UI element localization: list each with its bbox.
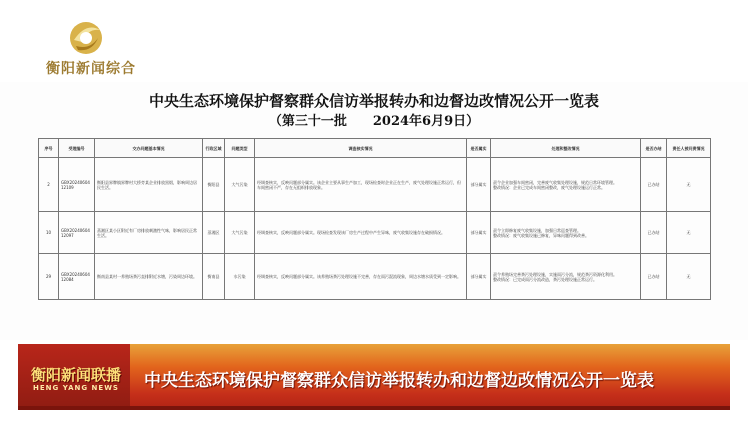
document-subtitle: （第三十一批 2024年6月9日）: [268, 114, 480, 129]
row-number: 2: [39, 158, 59, 212]
row-handling-text: 责令企业加强车间密闭，完善废气收集处理设施，规范日常环境管理。: [493, 179, 617, 185]
station-logo-icon: [66, 20, 106, 56]
program-brand-english: HENG YANG NEWS: [33, 384, 119, 392]
banner-bottom-stripe: [18, 406, 730, 410]
row-handling: [491, 212, 641, 254]
banner-headline: 中央生态环境保护督察群众信访举报转办和边督边改情况公开一览表: [144, 371, 654, 391]
row-issue: 衡南县某村一养殖场粪污直排附近水塘，污染周边环境。: [95, 254, 203, 300]
news-lower-third-banner: [18, 344, 730, 410]
document-title: 中央生态环境保护督察群众信访举报转办和边督边改情况公开一览表: [148, 92, 599, 110]
row-issue: 衡阳县界牌镇界牌村大桥旁某企业排放黑烟，影响周边居民生活。: [95, 158, 203, 212]
row-region: 蒸湘区: [203, 212, 225, 254]
station-logo: [36, 20, 146, 82]
program-brand-block: [18, 344, 130, 410]
row-finding: 经调查核实，反映问题部分属实。现场检查发现该厂房生产过程中产生异味，废气收集设施存在破损情况。: [255, 212, 467, 254]
row-verified: 部分属实: [467, 212, 491, 254]
table-header-row: [39, 139, 711, 158]
row-type: 水污染: [225, 254, 255, 300]
row-handling-text: 责令立即修复废气收集设施，加强日常巡查管理。: [493, 227, 581, 233]
header-cell: 调查核实情况: [255, 139, 467, 158]
row-number: 10: [39, 212, 59, 254]
row-rectify-text: 整改情况：已完成雨污分流改造，粪污处理设施正常运行。: [493, 276, 597, 282]
document-panel: [0, 82, 748, 340]
header-cell: 行政区域: [203, 139, 225, 158]
header-cell: 序号: [39, 139, 59, 158]
header-cell: 处理和整改情况: [491, 139, 641, 158]
row-handling-text: 责令养殖场完善粪污处理设施，实施雨污分流，规范粪污资源化利用。: [493, 271, 617, 277]
row-done: 已办结: [641, 254, 667, 300]
row-rectify-text: 整改情况：废气收集设施已修复，异味问题得到改善。: [493, 232, 589, 238]
row-number: 29: [39, 254, 59, 300]
row-accountability: 无: [667, 254, 711, 300]
report-table: [38, 138, 711, 300]
station-logo-text: 衡阳新闻综合: [46, 61, 136, 77]
header-cell: 是否属实: [467, 139, 491, 158]
row-done: 已办结: [641, 158, 667, 212]
row-region: 衡南县: [203, 254, 225, 300]
program-brand-name: 衡阳新闻联播: [30, 366, 121, 384]
header-cell: 责任人被问责情况: [667, 139, 711, 158]
row-finding: 经调查核实，反映问题部分属实。该企业主要从事生产加工，现场检查时企业正在生产，废气处理设施正常运行，但车间密闭不严，存在无组织排放现象。: [255, 158, 467, 212]
row-id: GBX2024060412097: [59, 212, 95, 254]
row-issue: 蒸湘区某小区附近有厂房排放刺激性气味，影响居民正常生活。: [95, 212, 203, 254]
row-accountability: 无: [667, 212, 711, 254]
header-cell: 交办问题基本情况: [95, 139, 203, 158]
row-handling: [491, 158, 641, 212]
row-id: GBX2024060412109: [59, 158, 95, 212]
row-done: 已办结: [641, 212, 667, 254]
row-rectify-text: 整改情况：企业已完成车间密闭整改，废气处理设施运行正常。: [493, 184, 605, 190]
row-id: GBX2024060412084: [59, 254, 95, 300]
header-cell: 受理编号: [59, 139, 95, 158]
header-cell: 是否办结: [641, 139, 667, 158]
row-handling: [491, 254, 641, 300]
row-verified: 部分属实: [467, 158, 491, 212]
row-region: 衡阳县: [203, 158, 225, 212]
row-finding: 经调查核实，反映问题部分属实。该养殖场粪污处理设施不完善，存在雨污混流现象，周边水塘水质受到一定影响。: [255, 254, 467, 300]
table-row: [39, 212, 711, 254]
row-accountability: 无: [667, 158, 711, 212]
row-type: 大气污染: [225, 212, 255, 254]
row-verified: 部分属实: [467, 254, 491, 300]
header-cell: 问题类型: [225, 139, 255, 158]
table-row: [39, 254, 711, 300]
table-row: [39, 158, 711, 212]
row-type: 大气污染: [225, 158, 255, 212]
